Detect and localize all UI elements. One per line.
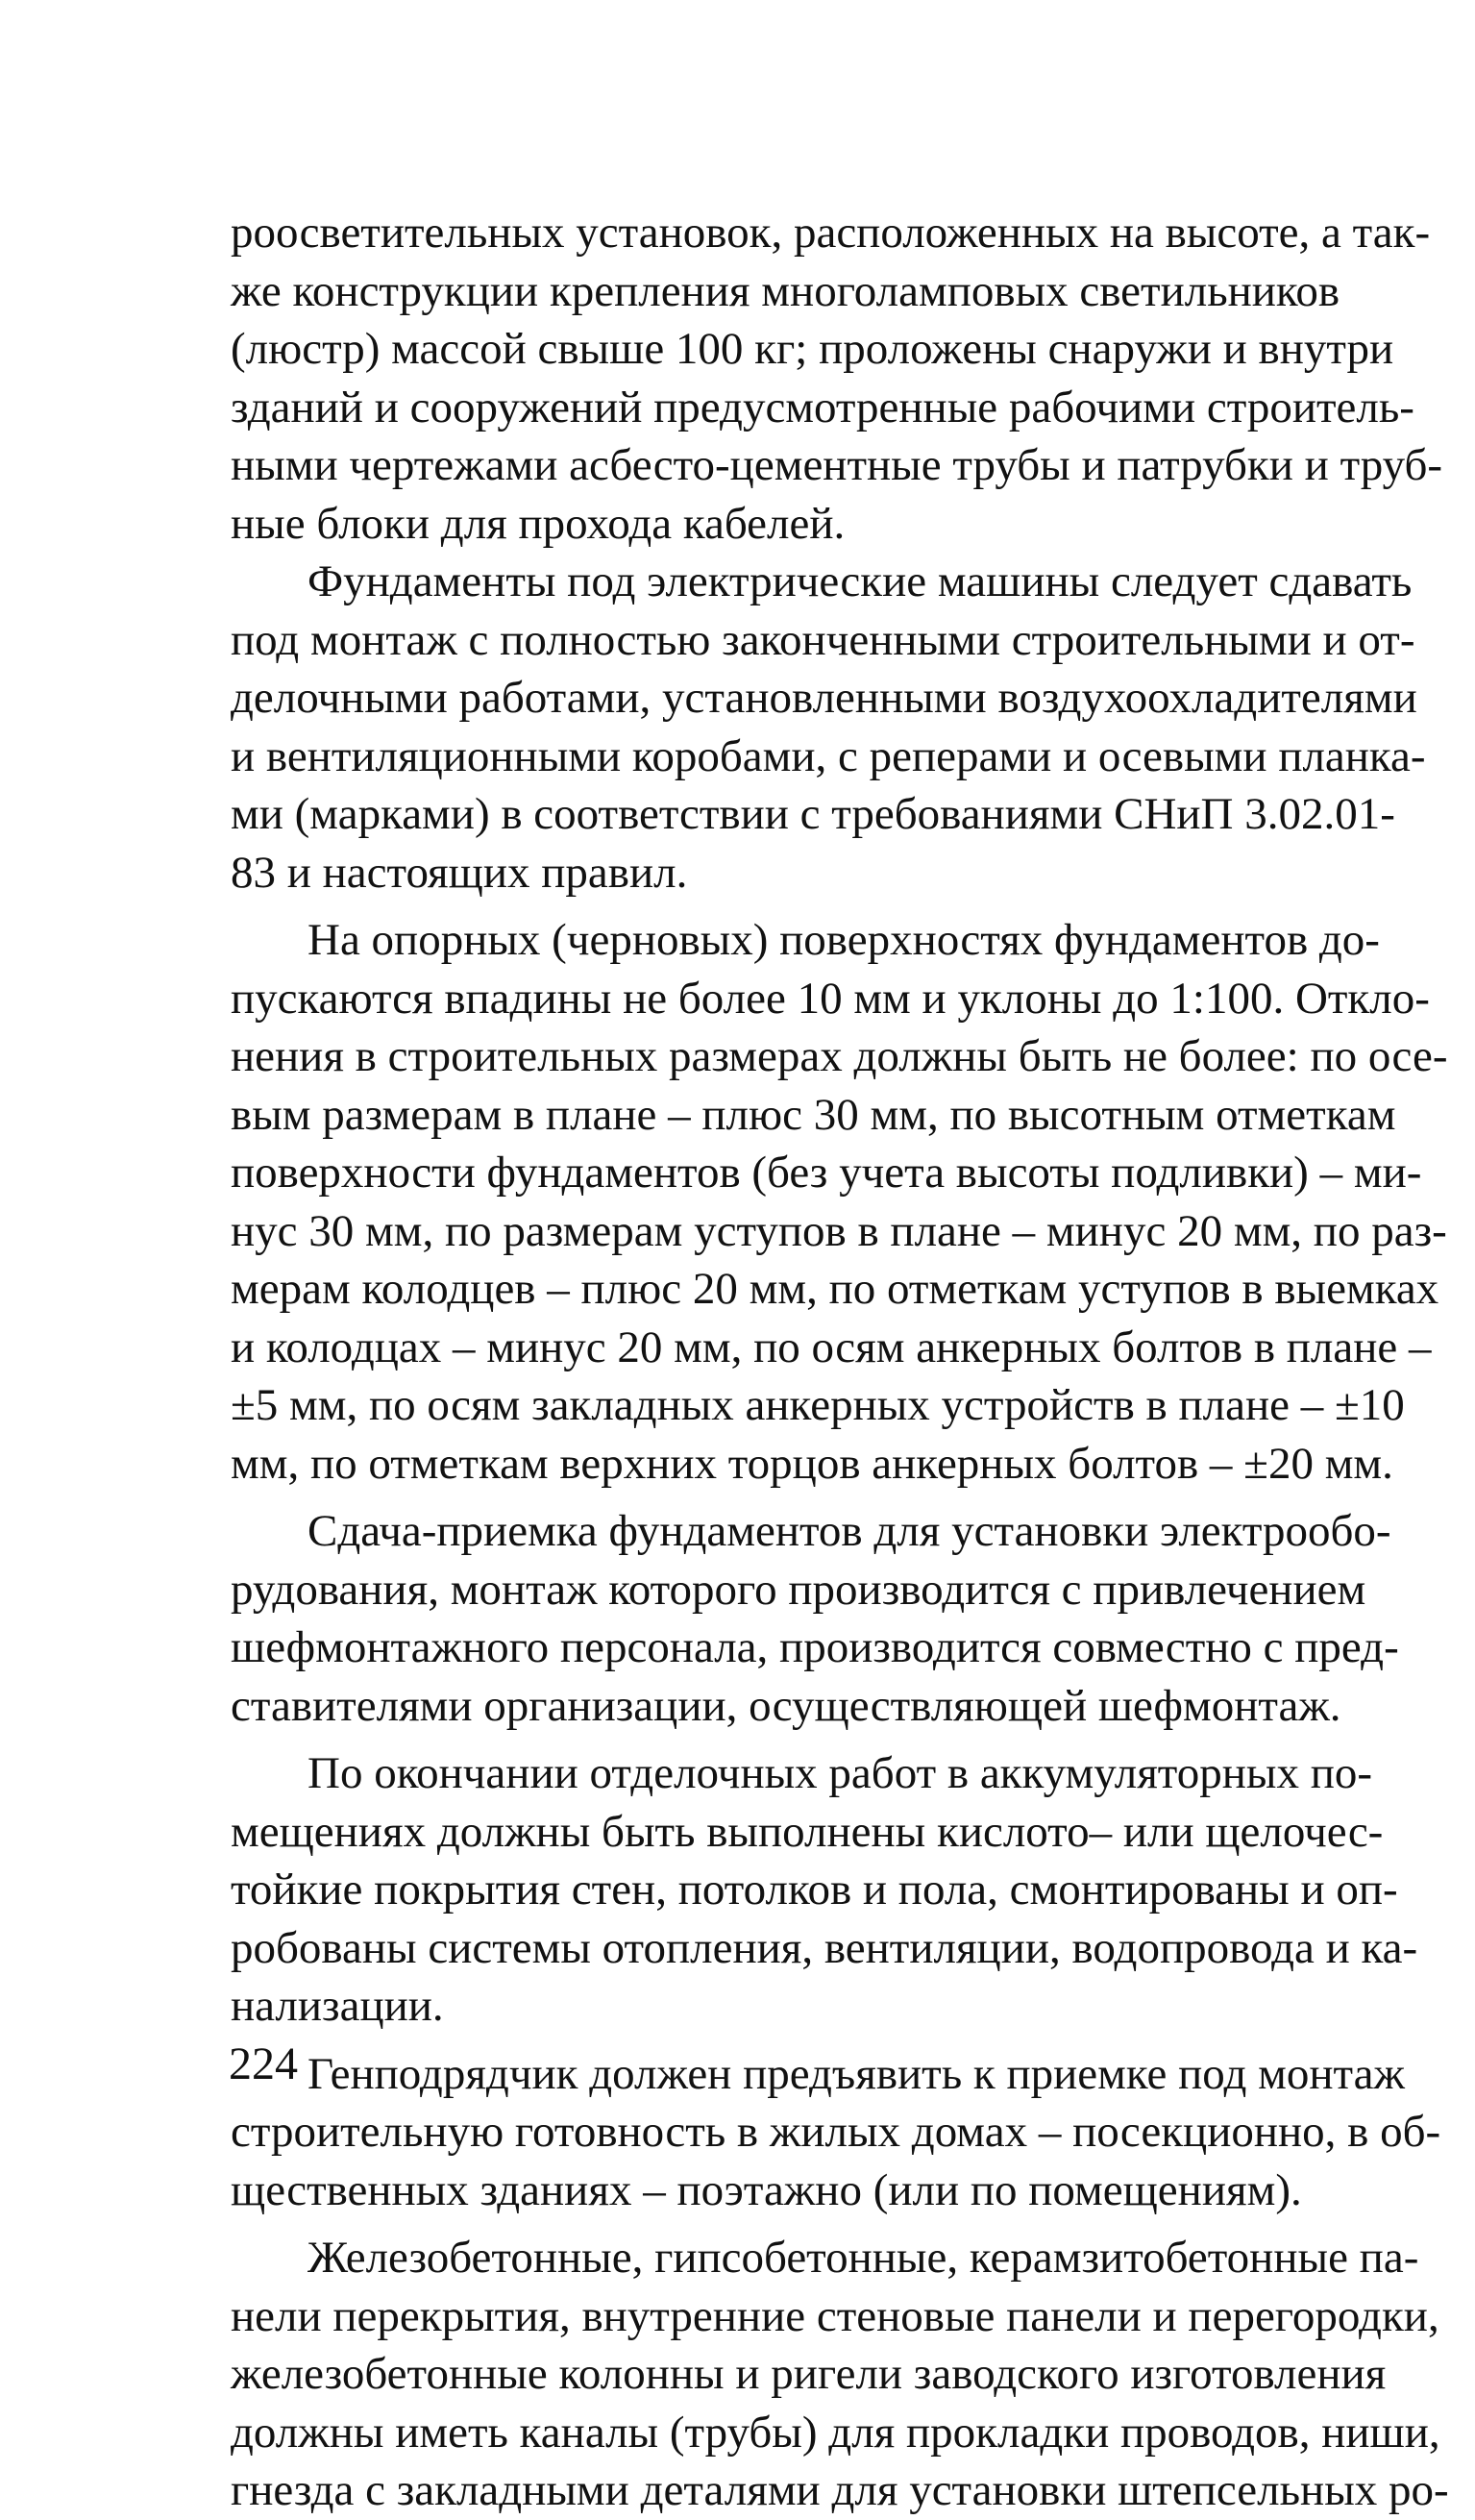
- text-line: ми (марками) в соответствии с требованиями СНиП 3.02.01-: [231, 789, 1395, 839]
- text-line: же конструкции крепления многоламповых светильников: [231, 265, 1340, 316]
- text-line: делочными работами, установленными воздухоохладителями: [231, 673, 1417, 723]
- text-line: должны иметь каналы (трубы) для прокладки проводов, ниши,: [231, 2407, 1440, 2458]
- paragraph: [231, 204, 1443, 553]
- text-line: шефмонтажного персонала, производится совместно с пред-: [231, 1622, 1399, 1672]
- text-line: Генподрядчик должен предъявить к приемке под монтаж: [307, 2048, 1405, 2099]
- text-line: нализации.: [231, 1981, 444, 2031]
- text-line: По окончании отделочных работ в аккумуляторных по-: [307, 1748, 1373, 1798]
- text-line: робованы системы отопления, вентиляции, водопровода и ка-: [231, 1922, 1418, 1973]
- paragraph: [231, 2045, 1441, 2220]
- paragraph: [231, 2229, 1449, 2520]
- text-line: роосветительных установок, расположенных на высоте, а так-: [231, 208, 1431, 258]
- paragraph: [231, 1502, 1399, 1735]
- text-line: пускаются впадины не более 10 мм и уклоны до 1:100. Откло-: [231, 973, 1430, 1024]
- text-line: гнезда с закладными деталями для установки штепсельных ро-: [231, 2465, 1449, 2515]
- text-line: нус 30 мм, по размерам уступов в плане – минус 20 мм, по раз-: [231, 1205, 1447, 1256]
- text-line: 83 и настоящих правил.: [231, 847, 688, 898]
- paragraph: [231, 1744, 1418, 2036]
- body-text: [231, 204, 1449, 2520]
- text-line: нели перекрытия, внутренние стеновые панели и перегородки,: [231, 2290, 1439, 2341]
- text-line: ными чертежами асбесто-цементные трубы и патрубки и труб-: [231, 440, 1443, 490]
- paragraph: [231, 553, 1426, 902]
- text-line: мещениях должны быть выполнены кислото– или щелочес-: [231, 1806, 1384, 1857]
- text-line: мм, по отметкам верхних торцов анкерных болтов – ±20 мм.: [231, 1438, 1393, 1489]
- text-line: На опорных (черновых) поверхностях фундаментов до-: [307, 915, 1380, 965]
- page-number: 224: [229, 2038, 298, 2089]
- text-line: Фундаменты под электрические машины следует сдавать: [307, 556, 1413, 606]
- text-line: железобетонные колонны и ригели заводского изготовления: [231, 2349, 1387, 2399]
- text-line: ставителями организации, осуществляющей шефмонтаж.: [231, 1680, 1341, 1731]
- text-line: вым размерам в плане – плюс 30 мм, по высотным отметкам: [231, 1089, 1396, 1140]
- text-line: мерам колодцев – плюс 20 мм, по отметкам уступов в выемках: [231, 1264, 1439, 1314]
- text-line: (люстр) массой свыше 100 кг; проложены снаружи и внутри: [231, 324, 1394, 374]
- text-line: рудования, монтаж которого производится с привлечением: [231, 1564, 1366, 1615]
- text-line: и вентиляционными коробами, с реперами и осевыми планка-: [231, 730, 1426, 781]
- text-line: щественных зданиях – поэтажно (или по помещениям).: [231, 2164, 1302, 2215]
- text-line: под монтаж с полностью законченными строительными и от-: [231, 614, 1415, 665]
- paragraph: [231, 911, 1448, 1493]
- text-line: нения в строительных размерах должны быть не более: по осе-: [231, 1031, 1448, 1081]
- text-line: поверхности фундаментов (без учета высоты подливки) – ми-: [231, 1148, 1422, 1198]
- text-line: тойкие покрытия стен, потолков и пола, смонтированы и оп-: [231, 1865, 1398, 1915]
- text-line: Сдача-приемка фундаментов для установки электрообо-: [307, 1506, 1391, 1556]
- text-line: и колодцах – минус 20 мм, по осям анкерных болтов в плане –: [231, 1322, 1432, 1372]
- text-line: Железобетонные, гипсобетонные, керамзитобетонные па-: [307, 2233, 1419, 2283]
- text-line: зданий и сооружений предусмотренные рабочими строитель-: [231, 382, 1414, 432]
- text-line: ные блоки для прохода кабелей.: [231, 498, 846, 549]
- text-line: строительную готовность в жилых домах – посекционно, в об-: [231, 2107, 1441, 2157]
- text-line: ±5 мм, по осям закладных анкерных устройств в плане – ±10: [231, 1380, 1405, 1430]
